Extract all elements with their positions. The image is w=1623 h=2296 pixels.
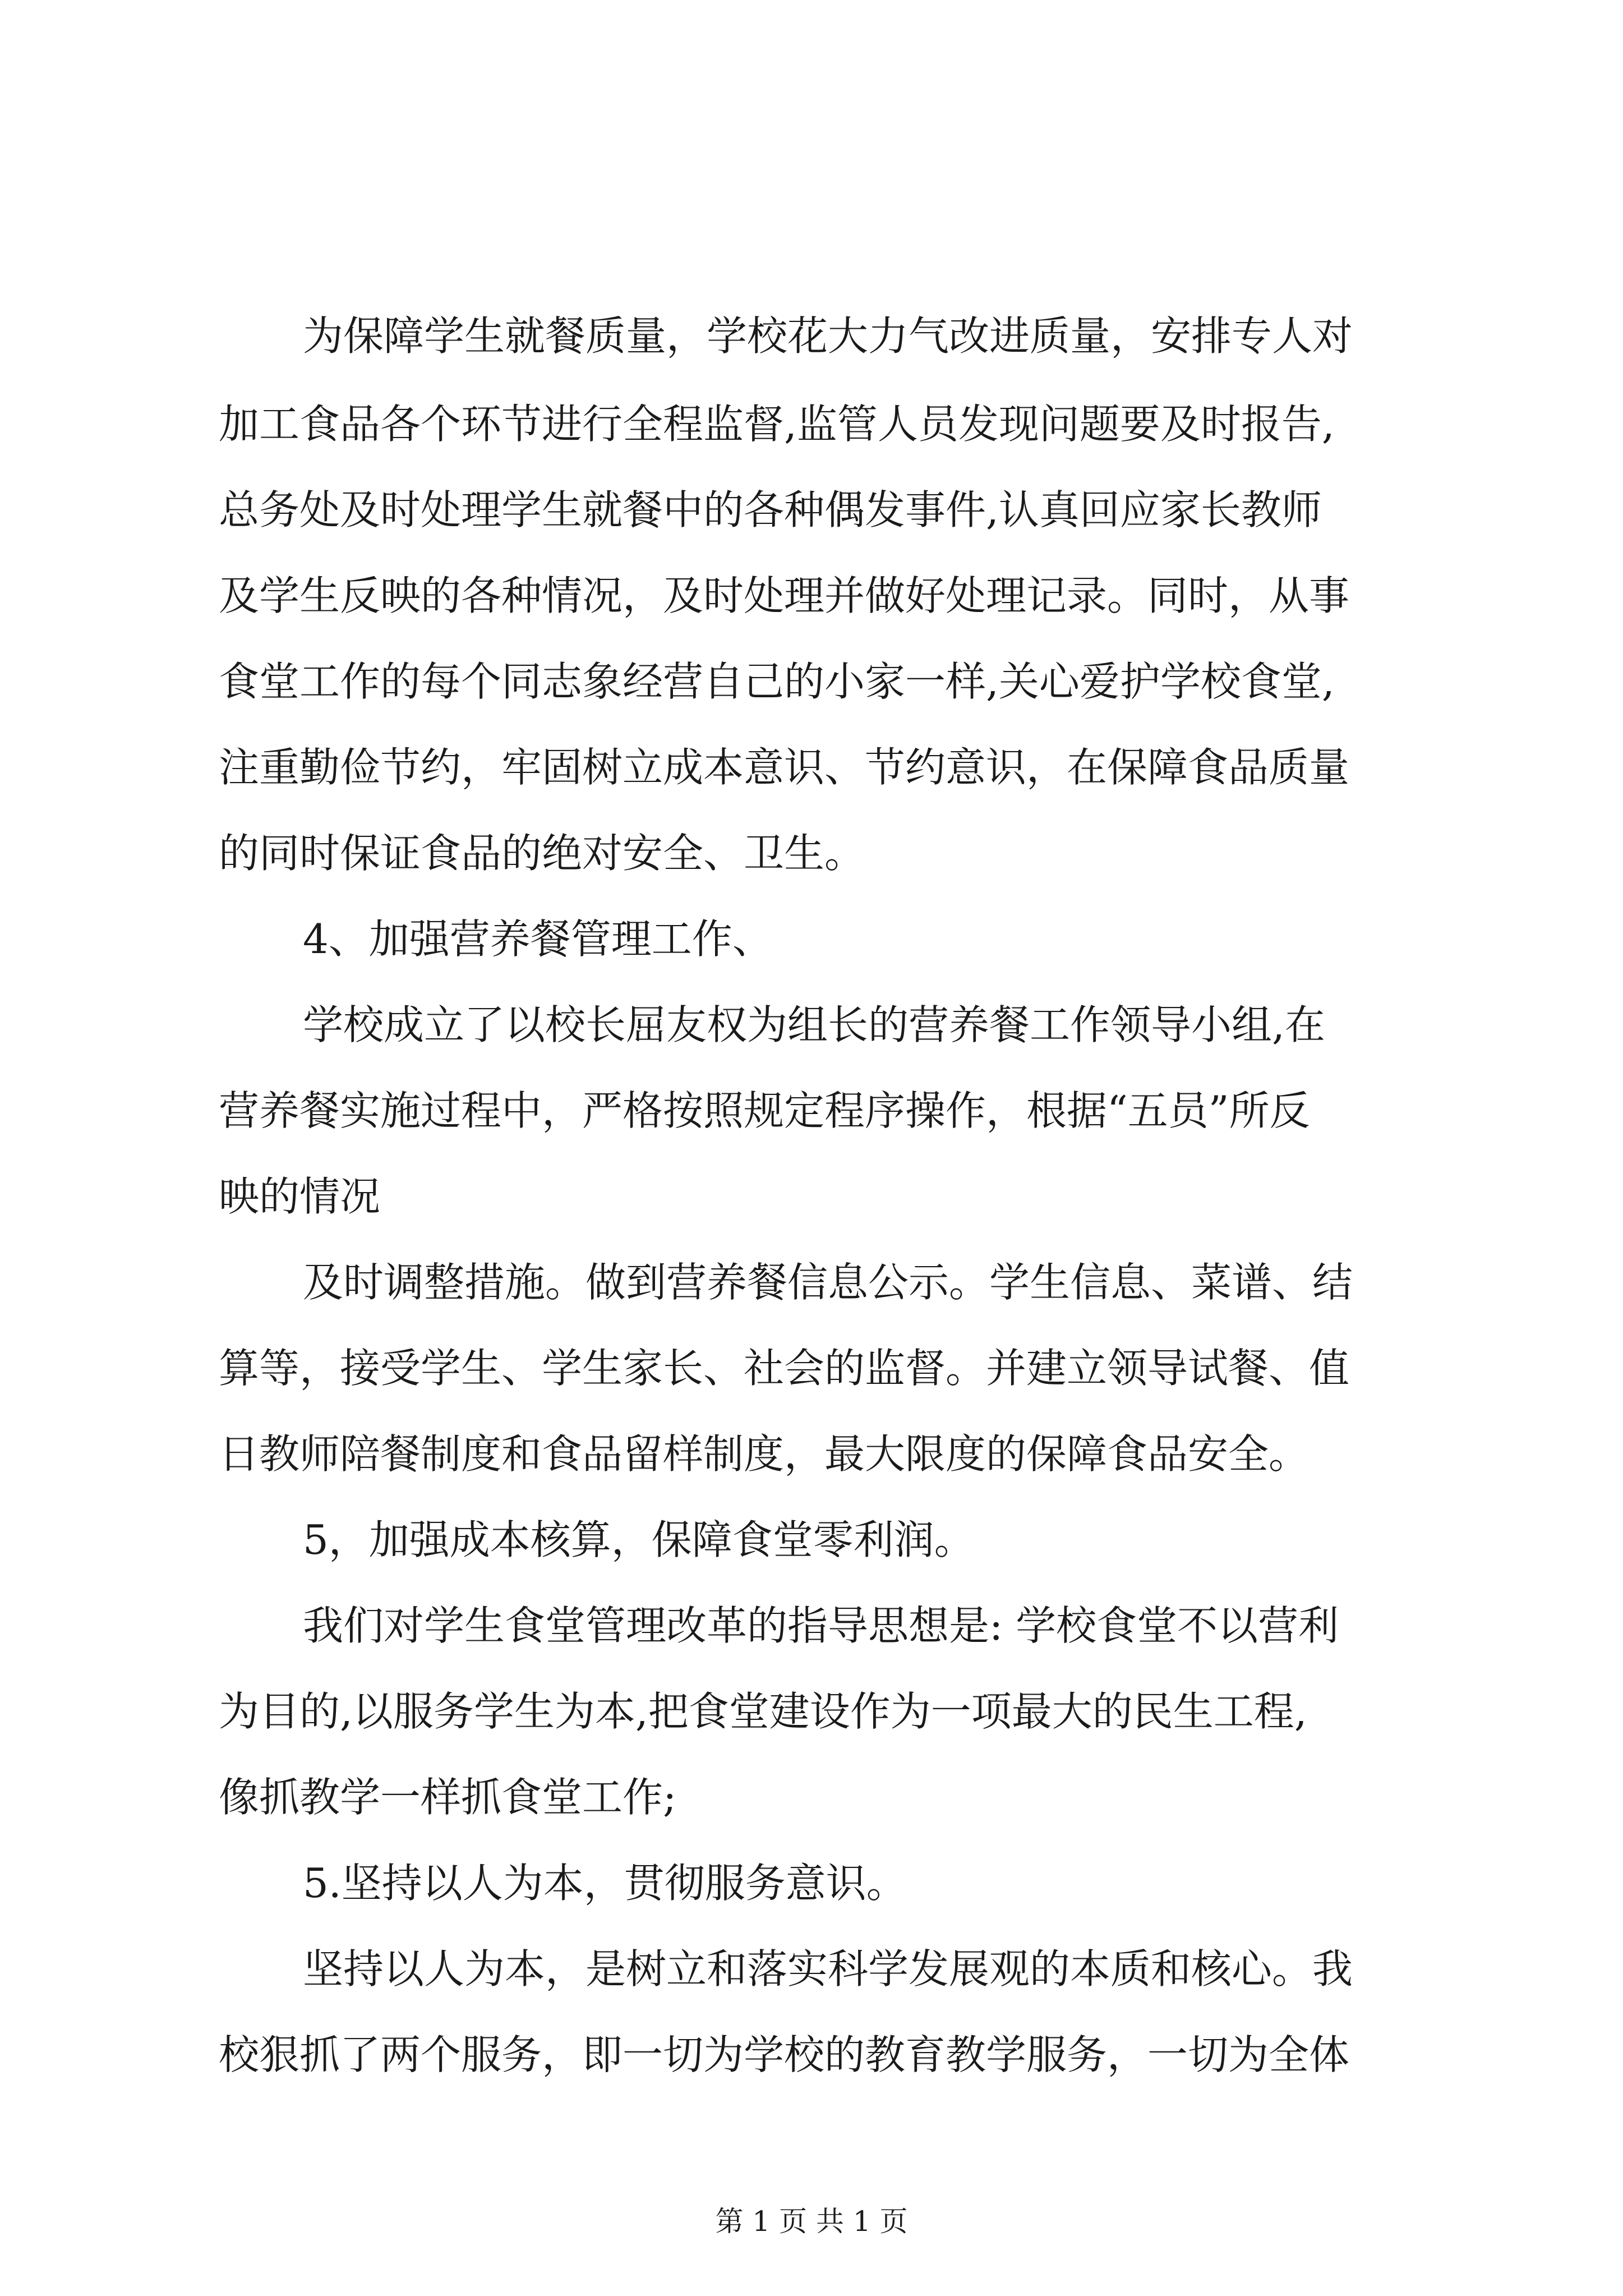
text-line: 总务处及时处理学生就餐中的各种偶发事件,认真回应家长教师	[219, 486, 1322, 533]
text-line: 食堂工作的每个同志象经营自己的小家一样,关心爱护学校食堂,	[219, 658, 1335, 705]
text-line: 算等，接受学生、学生家长、社会的监督。并建立领导试餐、值	[219, 1345, 1350, 1392]
text-line: 的同时保证食品的绝对安全、卫生。	[219, 830, 865, 877]
text-line: 映的情况	[219, 1173, 381, 1220]
text-line: 坚持以人为本，是树立和落实科学发展观的本质和核心。我	[303, 1945, 1353, 1993]
text-line: 像抓教学一样抓食堂工作;	[219, 1774, 677, 1821]
text-line: 营养餐实施过程中，严格按照规定程序操作，根据“五员”所反	[219, 1087, 1310, 1134]
section-heading: 5，加强成本核算，保障食堂零利润。	[303, 1516, 975, 1563]
text-line: 注重勤俭节约，牢固树立成本意识、节约意识，在保障食品质量	[219, 744, 1350, 791]
page-footer: 第 1 页 共 1 页	[715, 2205, 908, 2238]
text-line: 为目的,以服务学生为本,把食堂建设作为一项最大的民生工程,	[219, 1688, 1307, 1735]
text-line: 校狠抓了两个服务，即一切为学校的教育教学服务，一切为全体	[219, 2031, 1350, 2078]
text-line: 学校成立了以校长屈友权为组长的营养餐工作领导小组,在	[303, 1001, 1325, 1048]
section-heading: 4、加强营养餐管理工作、	[303, 915, 773, 963]
text-line: 及时调整措施。做到营养餐信息公示。学生信息、菜谱、结	[303, 1259, 1353, 1306]
section-heading: 5.坚持以人为本，贯彻服务意识。	[303, 1860, 907, 1907]
text-line: 及学生反映的各种情况，及时处理并做好处理记录。同时，从事	[219, 572, 1350, 619]
text-line: 为保障学生就餐质量，学校花大力气改进质量，安排专人对	[303, 312, 1353, 360]
text-line: 我们对学生食堂管理改革的指导思想是: 学校食堂不以营利	[303, 1602, 1339, 1649]
text-line: 加工食品各个环节进行全程监督,监管人员发现问题要及时报告,	[219, 401, 1335, 448]
text-line: 日教师陪餐制度和食品留样制度，最大限度的保障食品安全。	[219, 1430, 1310, 1478]
